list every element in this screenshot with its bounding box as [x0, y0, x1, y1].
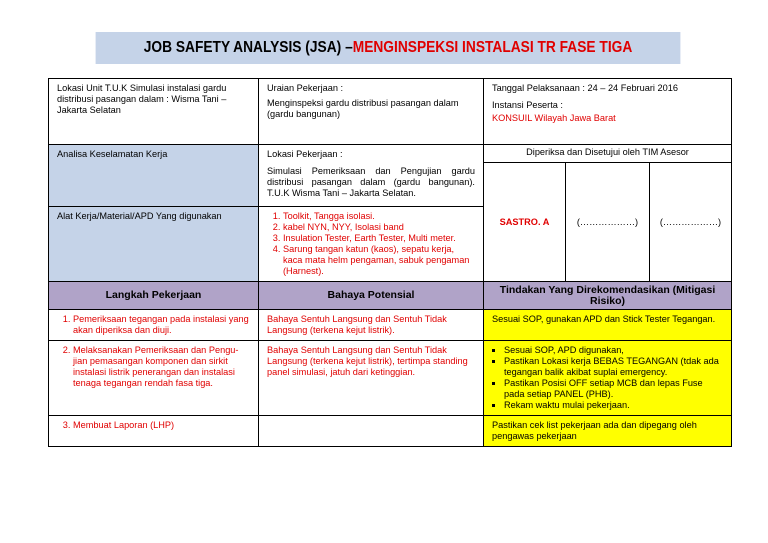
signature-1-cell — [566, 163, 650, 282]
step-langkah: 1. Pemeriksaan tegangan pada instalasi yang akan diperiksa dan diuji. — [73, 314, 250, 336]
lokasi-pekerjaan-value: Simulasi Pemeriksaan dan Pengujian gardu distribusi pasangan dalam (gardu bangunan). T.U.K Wisma Tani – Jakarta Selatan. — [267, 166, 475, 198]
lokasi-pekerjaan-cell — [259, 145, 484, 207]
step-tindakan: Sesuai SOP, gunakan APD dan Stick Tester Tegangan. — [484, 310, 732, 341]
signature-2: (………………) — [659, 216, 722, 227]
step-row — [49, 341, 732, 416]
step-langkah-cell — [49, 310, 259, 341]
asesor-name-cell — [484, 163, 566, 282]
lokasi-unit-cell — [49, 79, 259, 145]
header-row — [49, 282, 732, 310]
step-bahaya — [259, 416, 484, 447]
step-langkah-cell — [49, 416, 259, 447]
alat-list — [267, 211, 475, 277]
step-langkah: 2. Melaksanakan Pemeriksaan dan Pengu-jian pemasangan komponen dan sirkit instalasi listrik penerangan dan instalasi tenaga tegangan rendah fasa tiga. — [73, 345, 250, 389]
instansi-label: Instansi Peserta : — [492, 100, 563, 110]
tindakan-item: ▪ Rekam waktu mulai pekerjaan. — [504, 400, 723, 411]
asesor-name: SASTRO. A — [499, 216, 550, 227]
step-bahaya: Bahaya Sentuh Langsung dan Sentuh Tidak Langsung (terkena kejut listrik), tertimpa standing panel simulasi, jatuh dari ketinggian. — [259, 341, 484, 416]
title-part-1: JOB SAFETY ANALYSIS (JSA) – — [143, 39, 353, 56]
header-bahaya: Bahaya Potensial — [259, 282, 484, 310]
uraian-cell — [259, 79, 484, 145]
info-row-1 — [49, 79, 732, 145]
header-tindakan: Tindakan Yang Direkomendasikan (Mitigasi Risiko) — [484, 282, 732, 310]
tindakan-item: ▪ Pastikan Posisi OFF setiap MCB dan lepas Fuse pada setiap PANEL (PHB). — [504, 378, 723, 400]
alat-item: 2. kabel NYN, NYY, Isolasi band — [283, 222, 475, 233]
step-row — [49, 310, 732, 341]
lokasi-unit-text: Lokasi Unit T.U.K Simulasi instalasi gardu distribusi pasangan dalam : Wisma Tani – Jakarta Selatan — [57, 83, 227, 115]
uraian-label: Uraian Pekerjaan : — [267, 83, 344, 93]
tindakan-item: ▪ Pastikan Lokasi kerja BEBAS TEGANGAN (tdak ada tegangan balik akibat suplai emergency. — [504, 356, 723, 378]
uraian-value: Menginspeksi gardu distribusi pasangan dalam (gardu bangunan) — [267, 98, 459, 119]
alat-list-cell — [259, 207, 484, 282]
alat-item: 4. Sarung tangan katun (kaos), sepatu kerja, kaca mata helm pengaman, sabuk pengaman (Harnest). — [283, 244, 475, 277]
step-bahaya: Bahaya Sentuh Langsung dan Sentuh Tidak Langsung (terkena kejut listrik). — [259, 310, 484, 341]
alat-label: Alat Kerja/Material/APD Yang digunakan — [57, 211, 222, 221]
instansi-value: KONSUIL Wilayah Jawa Barat — [492, 113, 616, 123]
alat-item: 3. Insulation Tester, Earth Tester, Multi meter. — [283, 233, 475, 244]
jsa-table — [48, 78, 732, 447]
step-langkah-cell — [49, 341, 259, 416]
alat-item: 1. Toolkit, Tangga isolasi. — [283, 211, 475, 222]
step-tindakan-list — [492, 345, 723, 411]
analisa-label: Analisa Keselamatan Kerja — [57, 149, 168, 159]
step-tindakan: Pastikan cek list pekerjaan ada dan dipegang oleh pengawas pekerjaan — [484, 416, 732, 447]
lokasi-pekerjaan-label: Lokasi Pekerjaan : — [267, 149, 343, 159]
step-row — [49, 416, 732, 447]
step-langkah: 3. Membuat Laporan (LHP) — [73, 420, 250, 431]
diperiksa-label: Diperiksa dan Disetujui oleh TIM Asesor — [526, 147, 689, 157]
title-part-2: MENGINSPEKSI INSTALASI TR FASE TIGA — [352, 39, 633, 56]
document-title — [96, 32, 681, 64]
tanggal-text: Tanggal Pelaksanaan : 24 – 24 Februari 2016 — [492, 83, 678, 93]
signature-1: (………………) — [576, 216, 639, 227]
tanggal-cell — [484, 79, 732, 145]
step-tindakan-cell — [484, 341, 732, 416]
tindakan-item: ▪ Sesuai SOP, APD digunakan, — [504, 345, 723, 356]
signature-2-cell — [650, 163, 732, 282]
alat-cell — [49, 207, 259, 282]
header-langkah: Langkah Pekerjaan — [49, 282, 259, 310]
analisa-cell — [49, 145, 259, 207]
info-row-2 — [49, 145, 732, 163]
diperiksa-cell — [484, 145, 732, 163]
